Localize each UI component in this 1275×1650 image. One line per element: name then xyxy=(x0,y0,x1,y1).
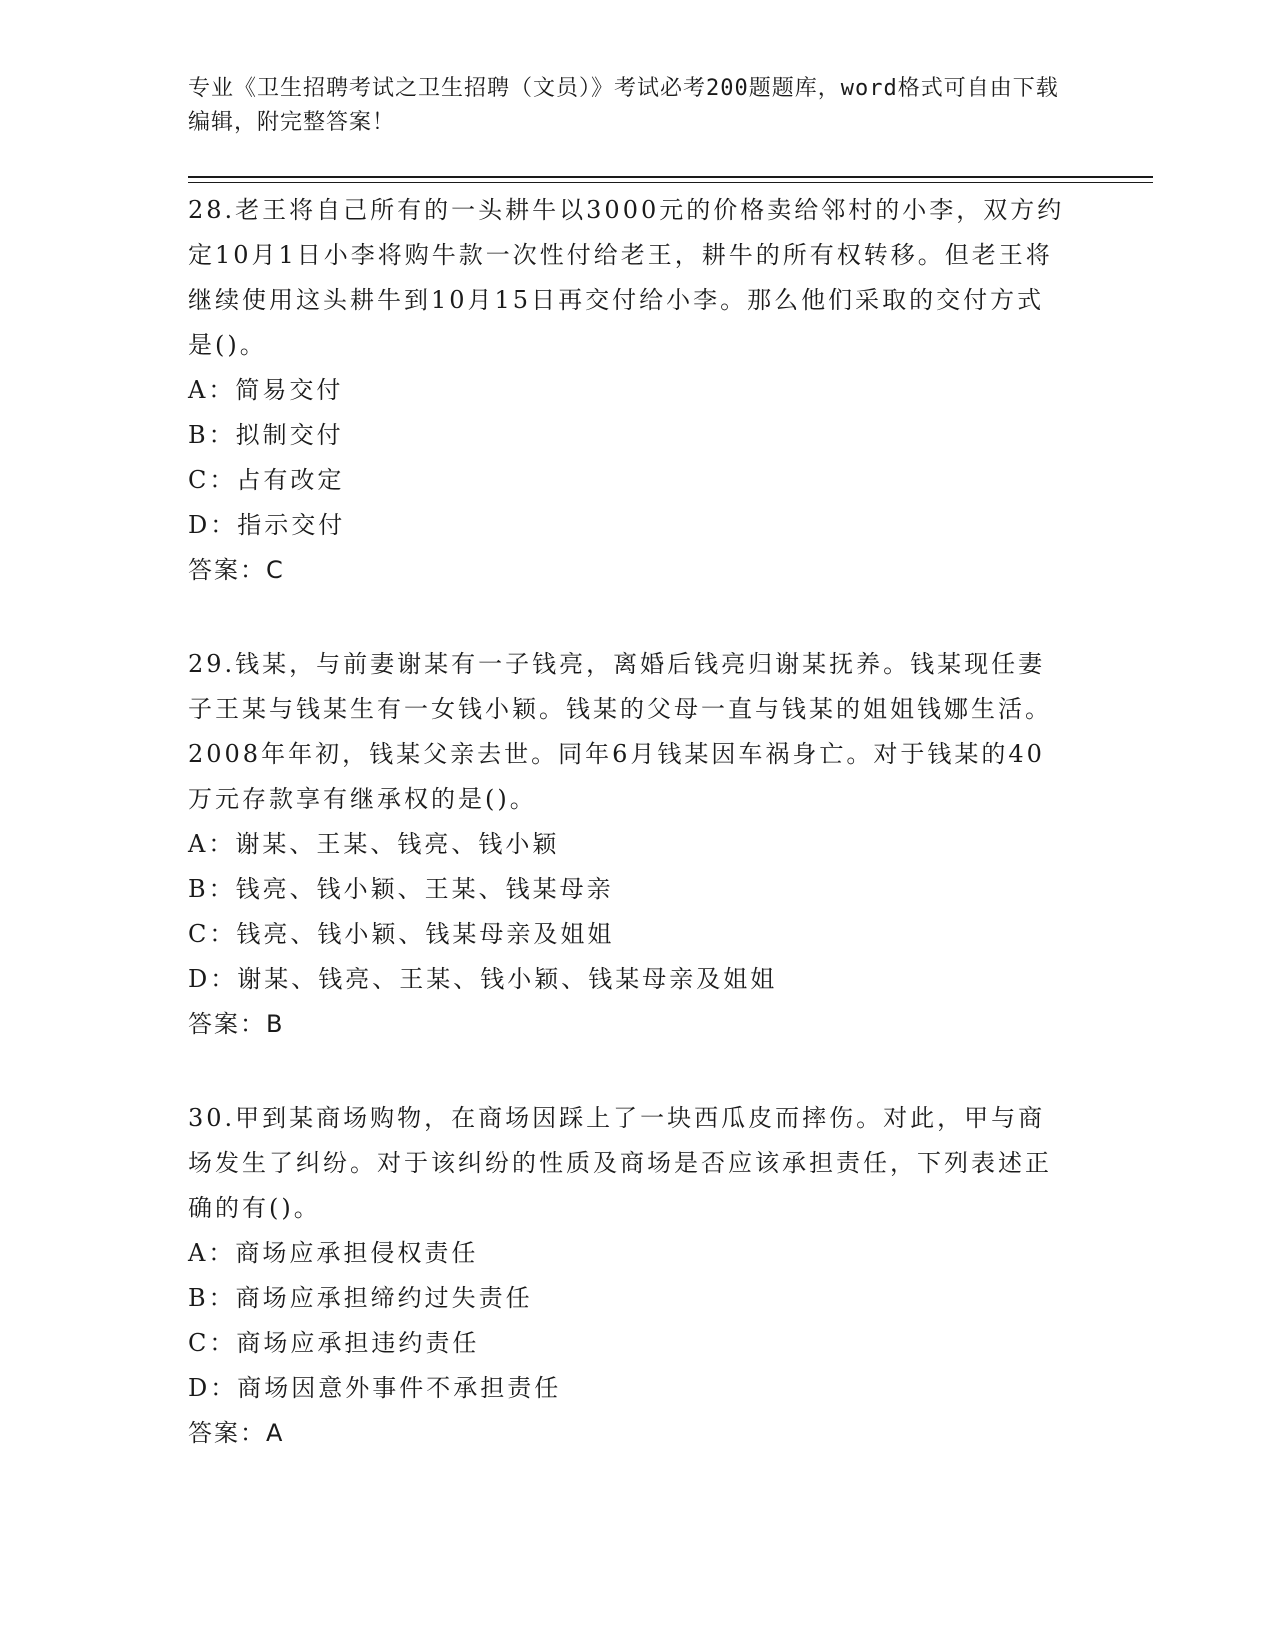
question-29 xyxy=(188,642,1068,1047)
option-a: A：简易交付 xyxy=(188,376,344,404)
option-c: C：占有改定 xyxy=(188,466,345,494)
answer-label: 答案：C xyxy=(188,556,285,584)
option-d: D：指示交付 xyxy=(188,511,346,539)
question-stem: 29.钱某，与前妻谢某有一子钱亮，离婚后钱亮归谢某抚养。钱某现任妻子王某与钱某生有一女钱小颖。钱某的父母一直与钱某的姐姐钱娜生活。2008年年初，钱某父亲去世。同年6月钱某因车祸身亡。对于钱某的40万元存款享有继承权的是()。 xyxy=(188,650,1052,813)
option-a: A：商场应承担侵权责任 xyxy=(188,1239,479,1267)
question-stem: 30.甲到某商场购物，在商场因踩上了一块西瓜皮而摔伤。对此，甲与商场发生了纠纷。对于该纠纷的性质及商场是否应该承担责任，下列表述正确的有()。 xyxy=(188,1104,1052,1222)
header-divider-thin xyxy=(188,182,1153,183)
answer-label: 答案：B xyxy=(188,1010,285,1038)
question-30 xyxy=(188,1096,1068,1456)
option-b: B：商场应承担缔约过失责任 xyxy=(188,1284,533,1312)
question-28 xyxy=(188,188,1068,593)
header-divider-thick xyxy=(188,176,1153,178)
document-header: 专业《卫生招聘考试之卫生招聘（文员）》考试必考200题题库，word格式可自由下载编辑，附完整答案！ xyxy=(188,76,1059,135)
question-stem: 28.老王将自己所有的一头耕牛以3000元的价格卖给邻村的小李，双方约定10月1日小李将购牛款一次性付给老王，耕牛的所有权转移。但老王将继续使用这头耕牛到10月15日再交付给小李。那么他们采取的交付方式是()。 xyxy=(188,196,1065,359)
option-c: C：钱亮、钱小颖、钱某母亲及姐姐 xyxy=(188,920,615,948)
option-b: B：钱亮、钱小颖、王某、钱某母亲 xyxy=(188,875,614,903)
option-d: D：商场因意外事件不承担责任 xyxy=(188,1374,562,1402)
option-d: D：谢某、钱亮、王某、钱小颖、钱某母亲及姐姐 xyxy=(188,965,778,993)
option-c: C：商场应承担违约责任 xyxy=(188,1329,480,1357)
option-b: B：拟制交付 xyxy=(188,421,344,449)
answer-label: 答案：A xyxy=(188,1419,285,1447)
option-a: A：谢某、王某、钱亮、钱小颖 xyxy=(188,830,560,858)
